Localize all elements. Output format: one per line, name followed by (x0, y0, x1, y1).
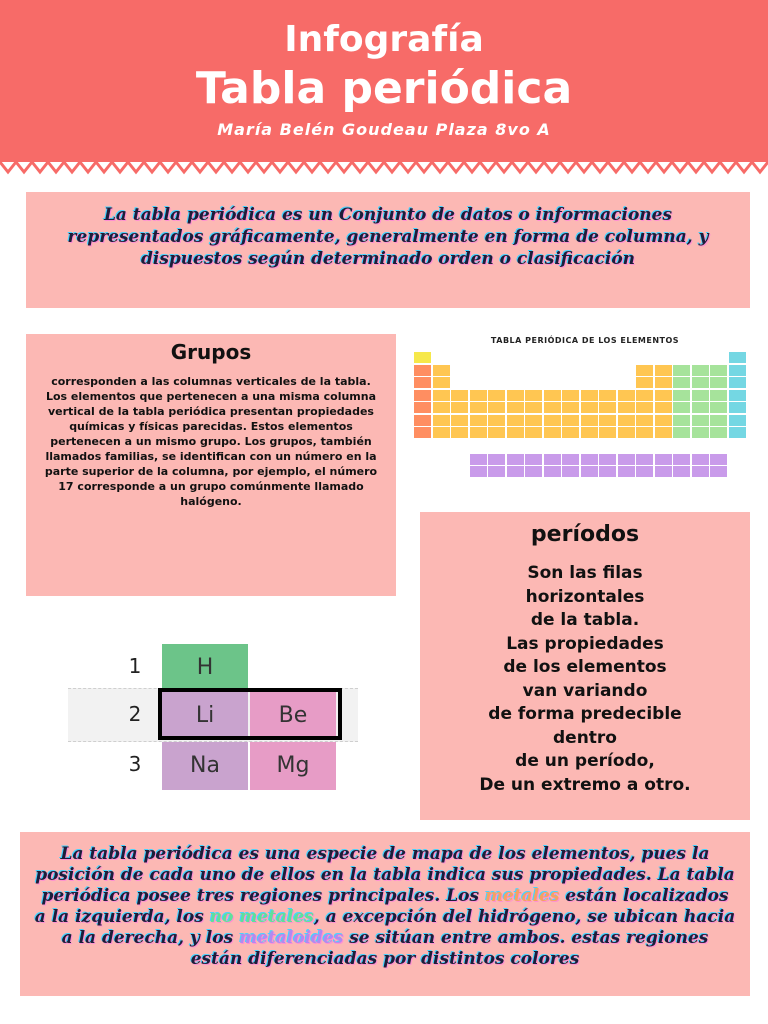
periodic-table-title: TABLA PERIÓDICA DE LOS ELEMENTOS (490, 336, 680, 345)
element-cell (451, 390, 468, 401)
element-cell (507, 466, 524, 477)
element-na: Na (162, 742, 248, 790)
element-cell (507, 454, 524, 465)
element-cell (692, 466, 709, 477)
element-cell (673, 365, 690, 376)
element-cell (488, 427, 505, 438)
element-h: H (162, 644, 248, 692)
element-cell (507, 427, 524, 438)
element-cell (673, 402, 690, 413)
regions-text-3: , a excepción del hidrógeno, se ubican hacia a la derecha, y los (61, 907, 736, 948)
element-cell (636, 402, 653, 413)
element-cell (451, 415, 468, 426)
period-selection-frame (158, 688, 342, 740)
element-cell (414, 415, 431, 426)
element-cell (692, 427, 709, 438)
element-cell (488, 415, 505, 426)
element-cell (692, 377, 709, 388)
element-cell (470, 466, 487, 477)
element-cell (451, 402, 468, 413)
periodos-line: van variando (522, 680, 648, 701)
element-cell (525, 466, 542, 477)
element-cell (507, 415, 524, 426)
element-cell (525, 454, 542, 465)
element-cell (599, 402, 616, 413)
element-cell (433, 377, 450, 388)
element-cell (562, 390, 579, 401)
element-cell (525, 415, 542, 426)
element-cell (636, 365, 653, 376)
element-cell (544, 427, 561, 438)
element-cell (636, 466, 653, 477)
periodic-table-image (412, 330, 758, 480)
element-cell (655, 415, 672, 426)
element-cell (673, 454, 690, 465)
element-cell (655, 377, 672, 388)
no-metales-word: no metales (209, 907, 314, 927)
element-cell (414, 427, 431, 438)
grupos-title: Grupos (170, 340, 252, 364)
element-cell (414, 352, 431, 363)
periodos-line: dentro (553, 727, 617, 748)
metaloides-word: metaloides (239, 928, 344, 948)
element-cell (544, 454, 561, 465)
element-cell (433, 402, 450, 413)
periodos-line: de forma predecible (488, 704, 682, 724)
element-cell (581, 427, 598, 438)
grupos-box (26, 334, 396, 596)
element-cell (433, 415, 450, 426)
element-cell (599, 466, 616, 477)
element-cell (636, 377, 653, 388)
element-cell (710, 454, 727, 465)
title-line-1: Infografía (284, 19, 484, 60)
element-cell (470, 402, 487, 413)
element-cell (618, 390, 635, 401)
grupos-text: corresponden a las columnas verticales de la tabla. Los elementos que pertenecen a una misma columna vertical de la tabla periódica presentan propiedades químicas y físicas parecidas. Estos elementos pertenecen a un mismo grupo. Los grupos, también llamados familias, se identifican con un número en la parte superior de la columna, por ejemplo, el número 17 corresponde a un grupo comúnmente llamado halógeno. (44, 375, 378, 508)
element-cell (525, 402, 542, 413)
element-mg: Mg (250, 742, 336, 790)
element-cell (618, 454, 635, 465)
element-cell (710, 390, 727, 401)
element-be: Be (250, 692, 336, 740)
element-cell (433, 390, 450, 401)
periodos-line: Las propiedades (506, 633, 664, 654)
periodos-title: períodos (530, 522, 640, 547)
element-cell (562, 466, 579, 477)
periodos-line: Son las filas (527, 563, 643, 583)
element-cell (655, 466, 672, 477)
element-cell (655, 402, 672, 413)
periodos-line: de la tabla. (530, 610, 640, 630)
periodos-line: De un extremo a otro. (479, 774, 691, 795)
element-cell (488, 466, 505, 477)
element-cell (618, 427, 635, 438)
element-cell (581, 390, 598, 401)
element-cell (525, 427, 542, 438)
element-cell (599, 415, 616, 426)
element-cell (599, 390, 616, 401)
element-cell (507, 402, 524, 413)
element-cell (470, 427, 487, 438)
title-line-2: Tabla periódica (195, 63, 573, 114)
element-cell (655, 427, 672, 438)
element-cell (692, 402, 709, 413)
element-cell (581, 466, 598, 477)
periodos-line: de los elementos (503, 657, 667, 677)
element-cell (729, 402, 746, 413)
element-cell (729, 415, 746, 426)
zigzag-border (0, 158, 768, 178)
element-cell (710, 377, 727, 388)
element-cell (618, 402, 635, 413)
element-cell (414, 377, 431, 388)
element-cell (673, 427, 690, 438)
element-cell (655, 454, 672, 465)
element-cell (710, 415, 727, 426)
mini-periodic-table (60, 640, 360, 790)
element-cell (673, 390, 690, 401)
element-cell (414, 402, 431, 413)
periodos-line: de un período, (515, 751, 655, 771)
element-cell (544, 415, 561, 426)
intro-box (26, 192, 750, 308)
element-cell (655, 365, 672, 376)
regions-box (20, 832, 750, 996)
element-li: Li (162, 692, 248, 740)
element-cell (414, 365, 431, 376)
element-cell (636, 427, 653, 438)
element-cell (562, 415, 579, 426)
element-cell (729, 352, 746, 363)
element-cell (710, 466, 727, 477)
element-cell (599, 427, 616, 438)
element-cell (488, 402, 505, 413)
periodos-line: horizontales (525, 586, 645, 607)
element-cell (692, 454, 709, 465)
row-number: 2 (128, 702, 142, 726)
metales-word: metales (484, 886, 560, 906)
author-line: María Belén Goudeau Plaza 8vo A (217, 120, 551, 139)
element-cell (488, 390, 505, 401)
row-number: 3 (128, 752, 142, 776)
periodos-box (420, 512, 750, 820)
element-cell (562, 454, 579, 465)
element-cell (599, 454, 616, 465)
element-cell (636, 415, 653, 426)
periodos-text (430, 562, 740, 797)
element-cell (525, 390, 542, 401)
element-cell (470, 390, 487, 401)
element-cell (618, 415, 635, 426)
regions-text-4: se sitúan entre ambos. estas regiones están diferenciadas por distintos colores (190, 928, 709, 969)
element-cell (581, 454, 598, 465)
element-cell (692, 390, 709, 401)
element-cell (488, 454, 505, 465)
element-cell (562, 402, 579, 413)
element-cell (692, 365, 709, 376)
element-cell (544, 390, 561, 401)
element-cell (544, 466, 561, 477)
element-cell (544, 402, 561, 413)
element-cell (562, 427, 579, 438)
element-cell (581, 402, 598, 413)
header-banner (0, 0, 768, 160)
element-cell (692, 415, 709, 426)
element-cell (710, 402, 727, 413)
element-cell (414, 390, 431, 401)
element-cell (673, 377, 690, 388)
row-number: 1 (128, 654, 142, 678)
element-cell (655, 390, 672, 401)
element-cell (433, 427, 450, 438)
element-cell (710, 427, 727, 438)
element-cell (673, 415, 690, 426)
regions-text-1: La tabla periódica es una especie de mapa de los elementos, pues la posición de cada uno de ellos en la tabla indica sus propiedades. La tabla periódica posee tres regiones principales. Los (35, 844, 735, 906)
element-cell (433, 365, 450, 376)
element-cell (636, 454, 653, 465)
element-cell (729, 427, 746, 438)
element-cell (729, 365, 746, 376)
element-cell (710, 365, 727, 376)
element-cell (729, 377, 746, 388)
element-cell (729, 390, 746, 401)
element-cell (673, 466, 690, 477)
element-cell (618, 466, 635, 477)
element-cell (470, 415, 487, 426)
element-cell (507, 390, 524, 401)
intro-text: La tabla periódica es un Conjunto de datos o informaciones representados gráficamente, generalmente en forma de columna, y dispuestos según determinado orden o clasificación (67, 205, 709, 269)
element-cell (581, 415, 598, 426)
element-cell (470, 454, 487, 465)
regions-text-2: están localizados a la izquierda, los (34, 886, 729, 927)
regions-text (20, 832, 750, 970)
element-cell (451, 427, 468, 438)
element-cell (636, 390, 653, 401)
